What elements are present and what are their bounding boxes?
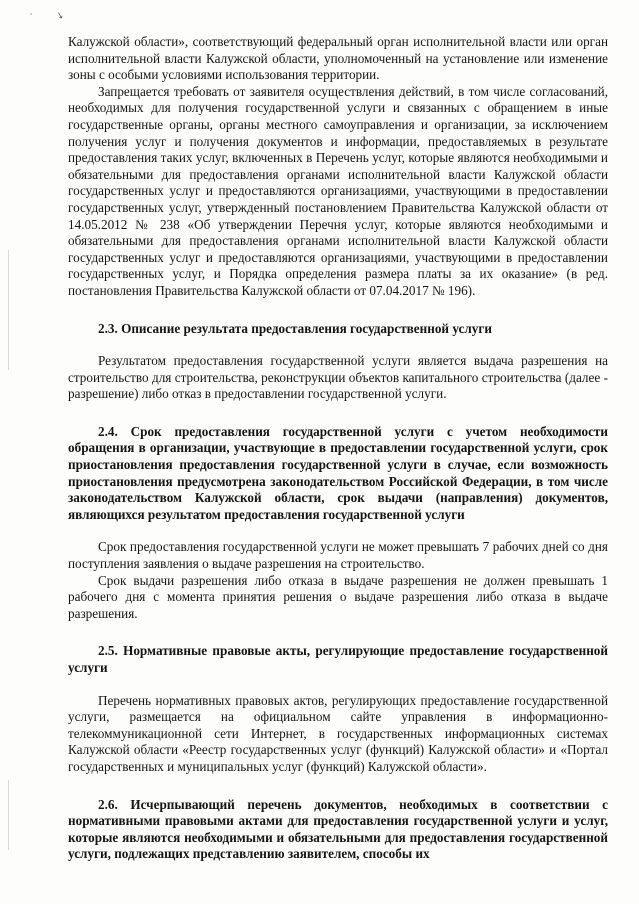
- scan-edge-mark: [8, 780, 9, 850]
- scan-mark: ↘: [54, 10, 65, 22]
- section-2-6-heading: 2.6. Исчерпывающий перечень документов, необходимых в соответствии с нормативными правовыми актами для предоставления государственной услуги и услуг, которые являются необходимыми и обязательными для предоставления государственной услуги, подлежащих представлению заявителем, способы их: [68, 796, 608, 862]
- section-2-3-text: Результатом предоставления государственной услуги является выдача разрешения на строительство для строительства, реконструкции объектов капитального строительства (далее - разрешение) либо отказ в предоставлении государственной услуги.: [68, 353, 608, 402]
- spacer: [68, 337, 608, 353]
- section-2-5-heading: 2.5. Нормативные правовые акты, регулирующие предоставление государственной услуги: [68, 643, 608, 675]
- section-2-3-heading: 2.3. Описание результата предоставления государственной услуги: [98, 320, 492, 336]
- continuation-paragraph: Калужской области», соответствующий федеральный орган исполнительной власти или орган исполнительной власти Калужской области, уполномоченный на установление или изменение зоны с особыми условиями использования территории.: [68, 34, 608, 83]
- spacer: [68, 622, 608, 643]
- spacer: [68, 523, 608, 539]
- section-2-4-text-1: Срок предоставления государственной услуги не может превышать 7 рабочих дней со дня поступления заявления о выдаче разрешения на строительство.: [68, 539, 608, 572]
- spacer: [68, 300, 608, 321]
- section-2-4-text-2: Срок выдачи разрешения либо отказа в выдаче разрешения не должен превышать 1 рабочего дня с момента принятия решения о выдаче разрешения либо отказа в выдаче разрешения.: [68, 572, 608, 621]
- spacer: [68, 403, 608, 424]
- spacer: [68, 776, 608, 797]
- document-text-area: [68, 34, 608, 863]
- prohibition-paragraph: Запрещается требовать от заявителя осуществления действий, в том числе согласований, необходимых для получения государственной услуги и связанных с обращением в иные государственные органы, органы местного самоуправления и организации, за исключением получения услуг и получения документов и информации, предоставляемых в результате предоставления таких услуг, включенных в Перечень услуг, которые являются необходимыми и обязательными для предоставления органами исполнительной власти Калужской области государственных услуг и предоставляются организациями, участвующими в предоставлении государственных услуг, утвержденный постановлением Правительства Калужской области от 14.05.2012 № 238 «Об утверждении Перечня услуг, которые являются необходимыми и обязательными для предоставления органами исполнительной власти Калужской области государственных услуг и предоставляются организациями, участвующими в предоставлении государственных услуг, и Порядка определения размера платы за их оказание» (в ред. постановления Правительства Калужской области от 07.04.2017 № 196).: [68, 83, 608, 298]
- section-2-4-heading: 2.4. Срок предоставления государственной услуги с учетом необходимости обращения в организации, участвующие в предоставлении государственной услуги, срок приостановления предоставления государственной услуги в случае, если возможность приостановления предусмотрена законодательством Российской Федерации, в том числе законодательством Калужской области, срок выдачи (направления) документов, являющихся результатом предоставления государственной услуги: [68, 423, 608, 522]
- scan-edge-mark: [8, 250, 9, 370]
- spacer: [68, 677, 608, 693]
- section-2-5-text: Перечень нормативных правовых актов, регулирующих предоставление государственной услуги, размещается на официальном сайте управления в информационно-телекоммуникационной сети Интернет, в государственных информационных системах Калужской области «Реестр государственных услуг (функций) Калужской области» и «Портал государственных и муниципальных услуг (функций) Калужской области».: [68, 692, 608, 774]
- scan-mark: ·: [28, 9, 35, 21]
